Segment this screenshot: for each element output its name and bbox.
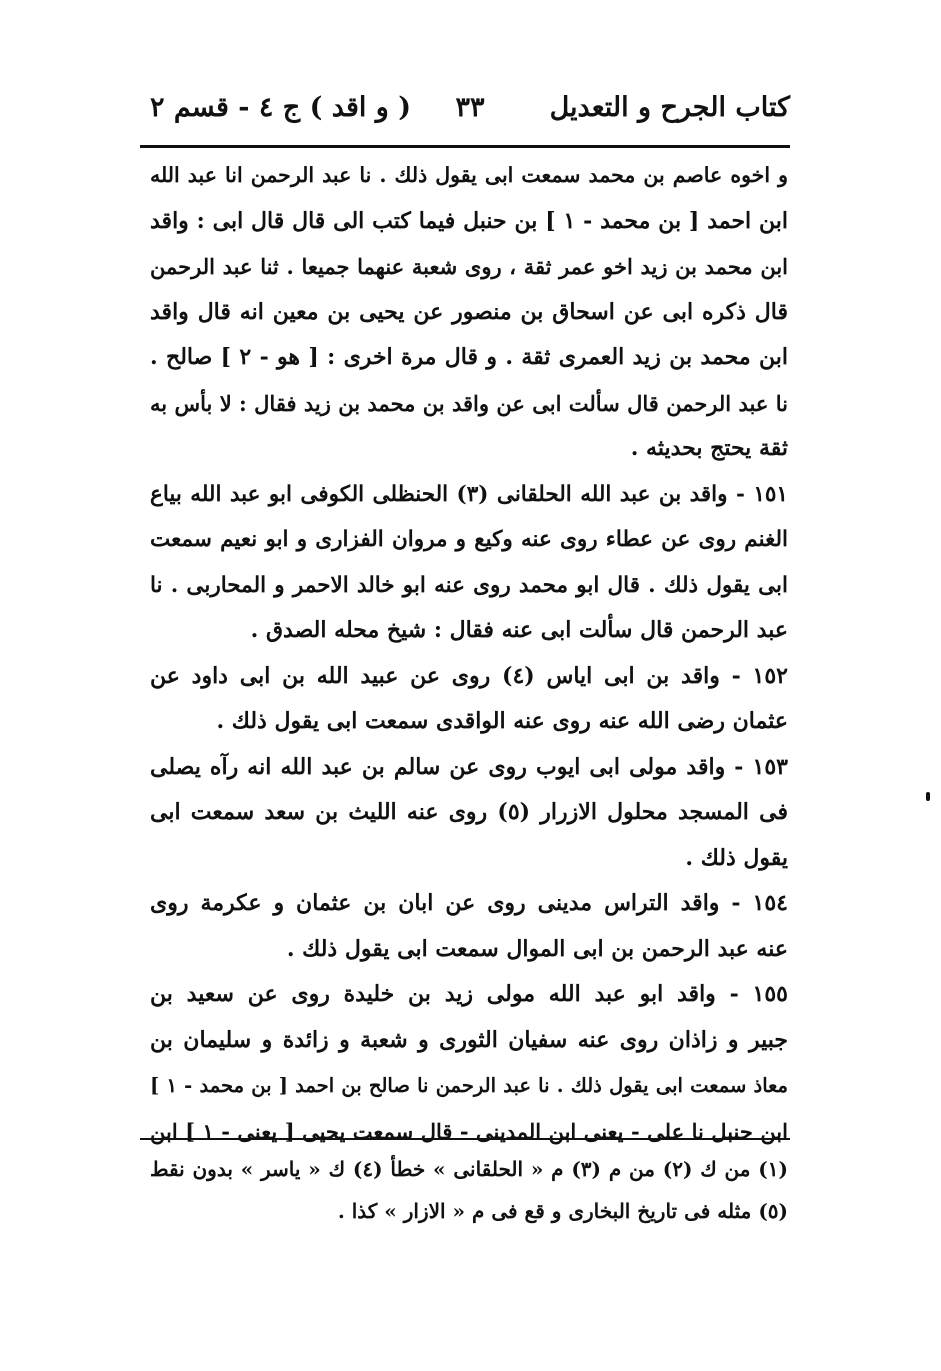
entry-154-line: ١٥٤ - واقد التراس مدينى روى عن ابان بن عثمان و عكرمة روى <box>150 890 788 916</box>
footnotes <box>150 1148 788 1232</box>
text-line: ثقة يحتج بحديثه . <box>630 435 788 461</box>
book-title: كتاب الجرح و التعديل <box>549 92 790 123</box>
section-label: ( و اقد ) ج ٤ - قسم ٢ <box>150 92 412 123</box>
text-line: عثمان رضى الله عنه روى عنه الواقدى سمعت ابى يقول ذلك . <box>216 708 788 734</box>
text-line: نا عبد الرحمن قال سألت ابى عن واقد بن محمد بن زيد فقال : لا بأس به <box>150 390 788 416</box>
text-line: ابن محمد بن زيد اخو عمر ثقة ، روى شعبة عنهما جميعا . ثنا عبد الرحمن <box>150 254 788 279</box>
text-line: يقول ذلك . <box>685 844 788 871</box>
text-line: الغنم روى عن عطاء روى عنه وكيع و مروان الفزارى و ابو نعيم سمعت <box>150 527 788 552</box>
entry-153-line: ١٥٣ - واقد مولى ابى ايوب روى عن سالم بن عبد الله انه رآه يصلى <box>150 753 788 780</box>
margin-speck <box>926 792 930 801</box>
text-line: و اخوه عاصم بن محمد سمعت ابى يقول ذلك . نا عبد الرحمن انا عبد الله <box>150 163 788 187</box>
text-line: ابى يقول ذلك . قال ابو محمد روى عنه ابو خالد الاحمر و المحاربى . نا <box>150 572 788 598</box>
entry-151-line: ١٥١ - واقد بن عبد الله الحلقانى (٣) الحنظلى الكوفى ابو عبد الله بياع <box>150 481 788 507</box>
text-line: ابن محمد بن زيد العمرى ثقة . و قال مرة اخرى : [ هو - ٢ ] صالح . <box>150 344 788 370</box>
page-number: ٣٣ <box>455 92 485 123</box>
text-line: ابن حنبل نا على - يعنى ابن المدينى - قال سمعت يحيى [ يعنى - ١ ] ابن <box>150 1118 788 1144</box>
main-text <box>150 153 788 1154</box>
entry-155-line: ١٥٥ - واقد ابو عبد الله مولى زيد بن خليدة روى عن سعيد بن <box>150 981 788 1007</box>
text-line: قال ذكره ابى عن اسحاق بن منصور عن يحيى بن معين انه قال واقد <box>150 298 788 325</box>
text-line: معاذ سمعت ابى يقول ذلك . نا عبد الرحمن نا صالح بن احمد [ بن محمد - ١ ] <box>150 1074 788 1097</box>
entry-152-line: ١٥٢ - واقد بن ابى اياس (٤) روى عن عبيد الله بن ابى داود عن <box>150 662 788 689</box>
text-line: عبد الرحمن قال سألت ابى عنه فقال : شيخ محله الصدق . <box>250 617 788 643</box>
text-line: فى المسجد محلول الازرار (٥) روى عنه الليث بن سعد سمعت ابى <box>150 799 788 825</box>
text-line: عنه عبد الرحمن بن ابى الموال سمعت ابى يقول ذلك . <box>286 935 788 962</box>
page-header <box>150 92 790 140</box>
text-line: جبير و زاذان روى عنه سفيان الثورى و شعبة و زائدة و سليمان بن <box>150 1026 788 1053</box>
footnote-line: (٥) مثله فى تاريخ البخارى و قع فى م « الازار » كذا . <box>337 1199 788 1223</box>
header-rule <box>140 145 790 148</box>
footnote-rule <box>140 1138 790 1140</box>
text-line: ابن احمد [ بن محمد - ١ ] بن حنبل فيما كتب الى قال قال ابى : واقد <box>150 207 788 234</box>
footnote-line: (١) من ك (٢) من م (٣) م « الحلقانى » خطأ (٤) ك « ياسر » بدون نقط <box>150 1157 788 1181</box>
